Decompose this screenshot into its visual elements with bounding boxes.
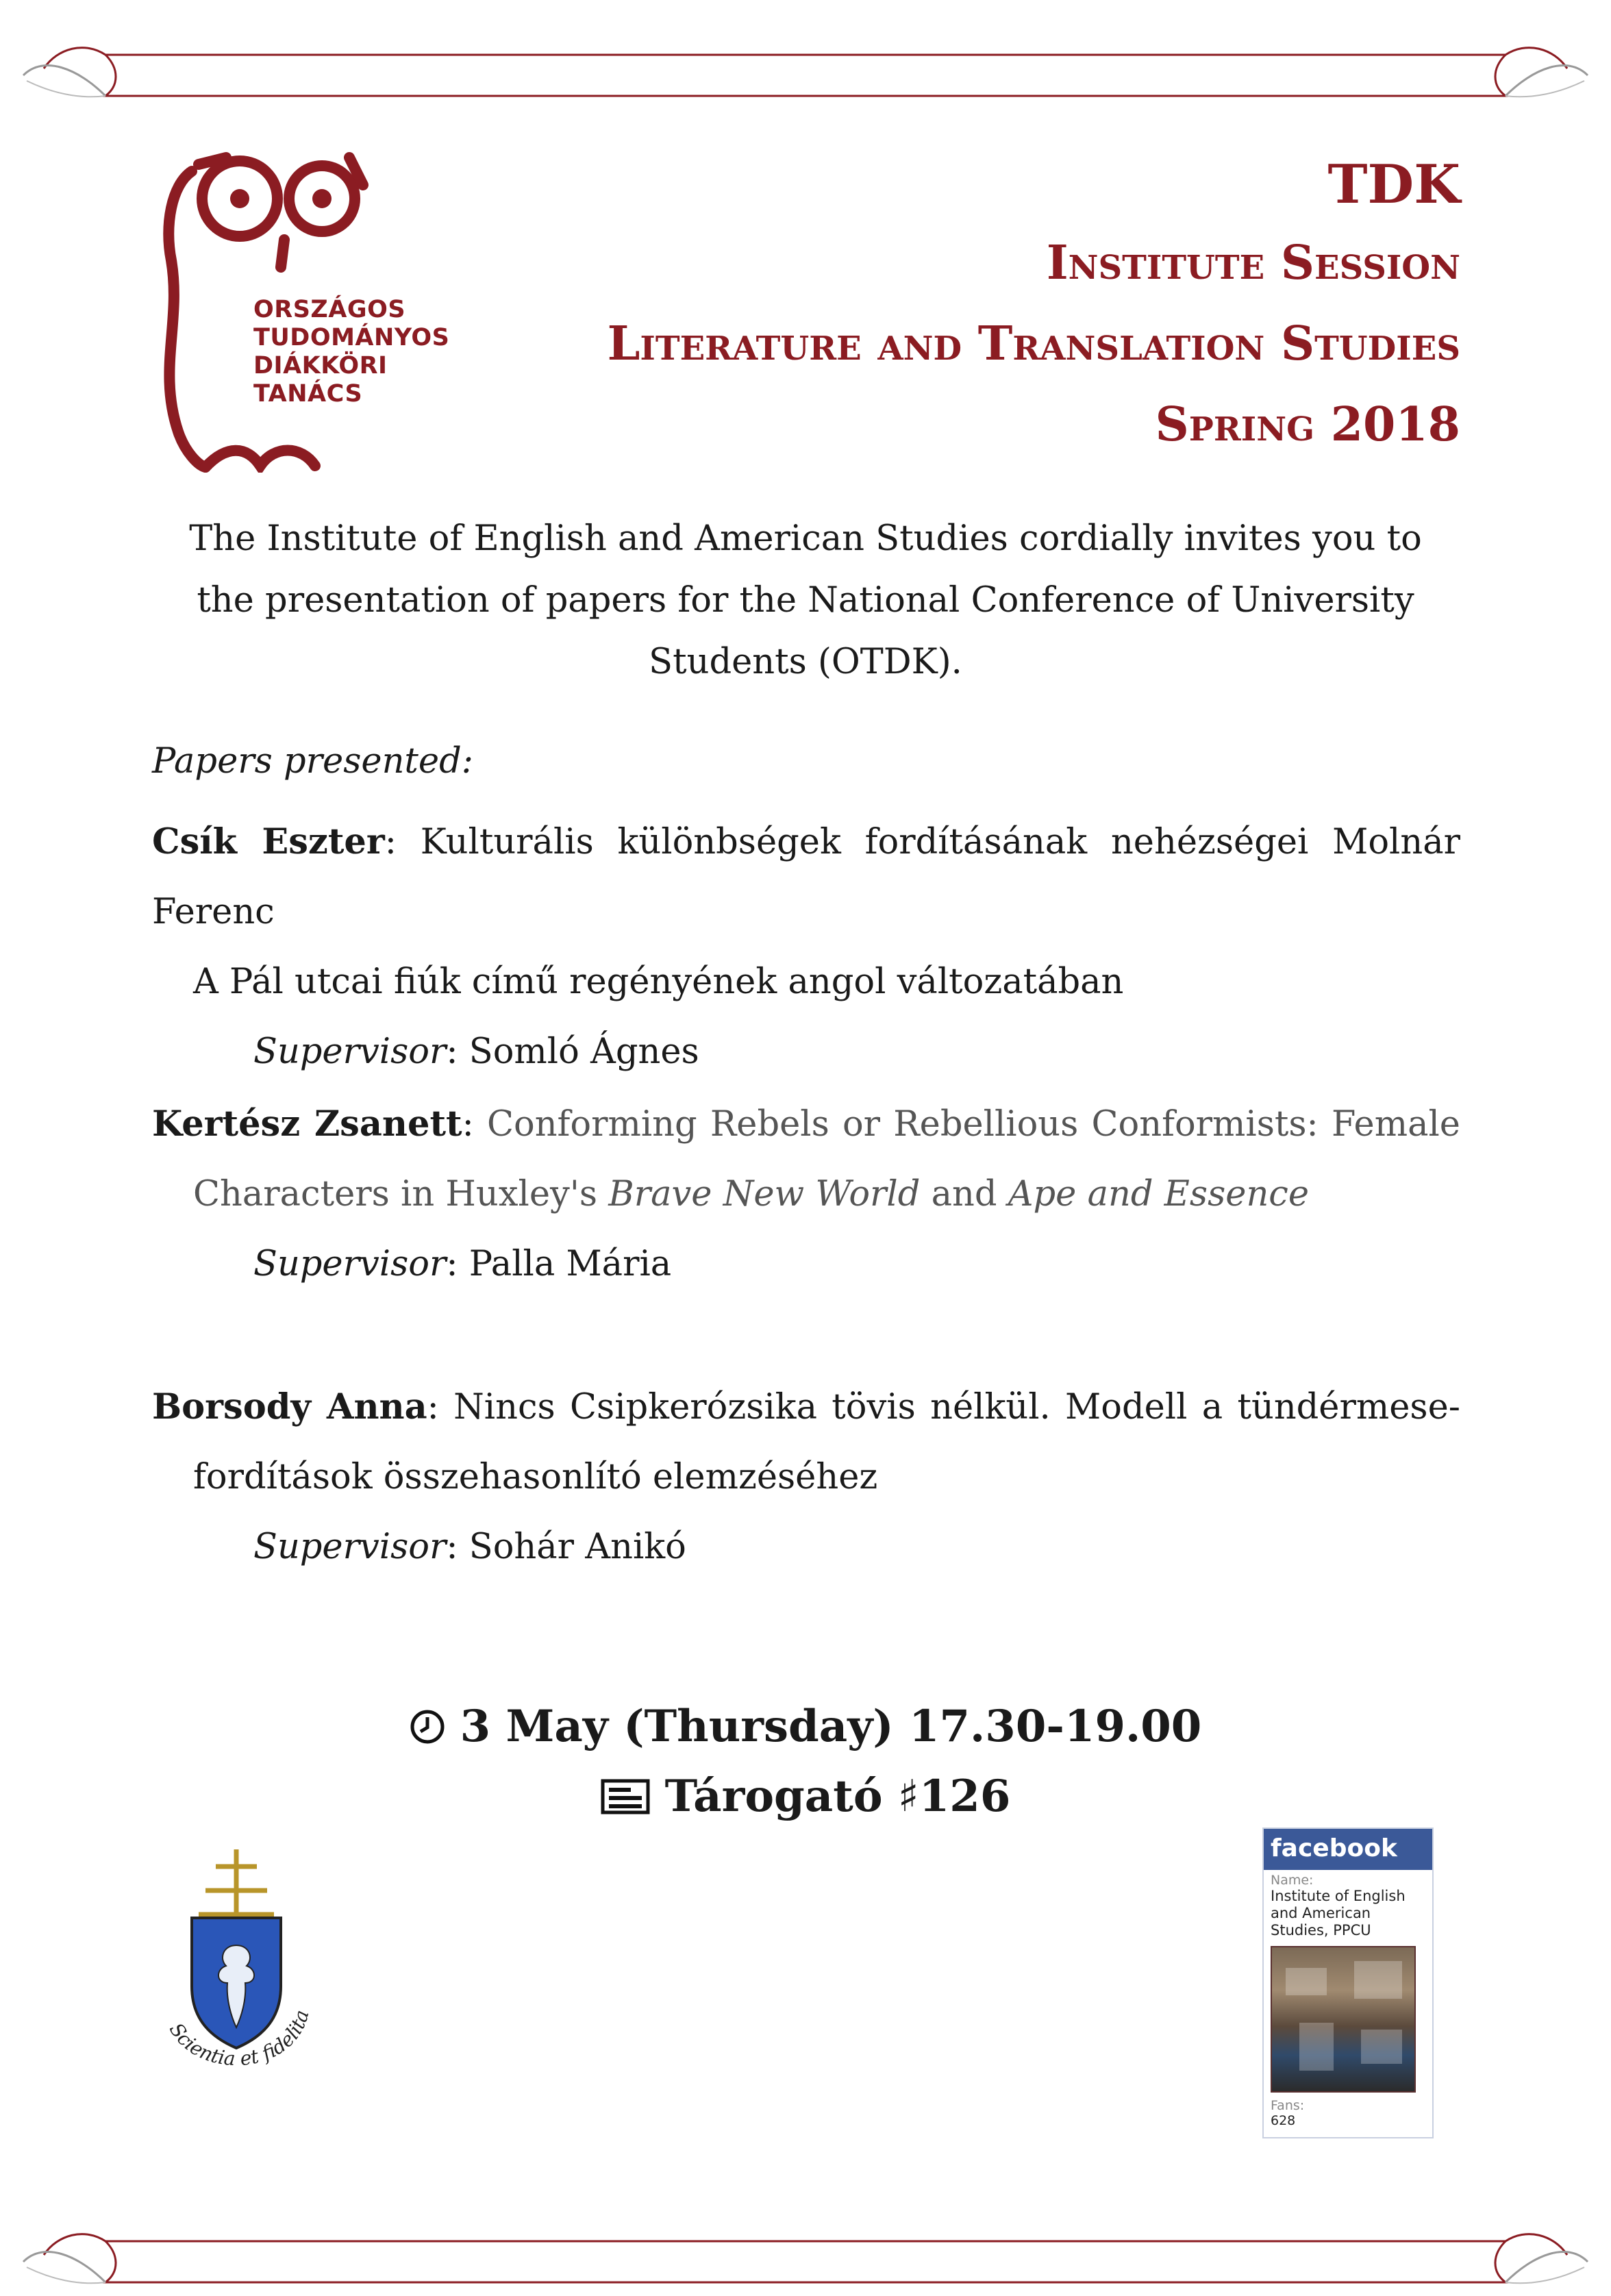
paper-title: Nincs Csipkerózsika tövis nélkül. Modell a tündérmese- bbox=[453, 1387, 1460, 1427]
paper-title-work: Brave New World bbox=[608, 1174, 921, 1214]
crest-motto: Scientia et fidelitate bbox=[164, 2007, 314, 2071]
supervisor-line: Supervisor: Palla Mária bbox=[253, 1244, 672, 1284]
top-scroll-border bbox=[16, 27, 1595, 110]
facebook-fans-label: Fans: bbox=[1271, 2098, 1305, 2113]
author-name: Borsody Anna bbox=[152, 1386, 427, 1427]
clock-icon bbox=[410, 1695, 445, 1765]
paper-title-line: Borsody Anna: Nincs Csipkerózsika tövis nélkül. Modell a tündérmese- bbox=[152, 1386, 1460, 1427]
event-datetime bbox=[0, 1692, 1611, 1765]
supervisor-name: Sohár Anikó bbox=[469, 1527, 686, 1567]
paper-title: Kulturális különbségek fordításának nehézségei Molnár Ferenc bbox=[152, 822, 1460, 932]
supervisor-label: Supervisor bbox=[253, 1032, 447, 1072]
supervisor-line: Supervisor: Somló Ágnes bbox=[253, 1032, 699, 1072]
supervisor-label: Supervisor bbox=[253, 1527, 447, 1567]
otdk-owl-logo bbox=[144, 144, 459, 473]
term-heading: Spring 2018 bbox=[1155, 397, 1460, 452]
paper-entry bbox=[152, 1372, 1460, 1582]
field-heading: Literature and Translation Studies bbox=[607, 316, 1460, 371]
otdk-logo-line: DIÁKKÖRI bbox=[253, 352, 388, 379]
paper-title-continued: fordítások összehasonlító elemzéséhez bbox=[193, 1457, 878, 1497]
facebook-page-photo bbox=[1271, 1946, 1416, 2093]
intro-paragraph: The Institute of English and American Studies cordially invites you to the presentation of papers for the National Conference of University Students (OTDK). bbox=[189, 519, 1422, 682]
paper-title-work: Ape and Essence bbox=[1008, 1174, 1310, 1214]
paper-entry bbox=[152, 807, 1460, 1087]
otdk-logo-line: ORSZÁGOS bbox=[253, 296, 406, 323]
paper-title-part: Characters in Huxley's bbox=[193, 1174, 609, 1214]
page-title: TDK bbox=[1327, 153, 1460, 216]
supervisor-line: Supervisor: Sohár Anikó bbox=[253, 1527, 686, 1567]
facebook-badge[interactable] bbox=[1262, 1827, 1434, 2138]
supervisor-label: Supervisor bbox=[253, 1244, 447, 1284]
author-name: Kertész Zsanett bbox=[152, 1103, 462, 1145]
author-name: Csík Eszter bbox=[152, 821, 385, 862]
paper-title-line: Kertész Zsanett: Conforming Rebels or Rebellious Conformists: Female bbox=[152, 1103, 1460, 1145]
supervisor-name: Palla Mária bbox=[469, 1244, 672, 1284]
paper-title-continued: A Pál utcai fiúk című regényének angol változatában bbox=[193, 962, 1124, 1002]
otdk-logo-text bbox=[253, 296, 459, 408]
facebook-page-name: Institute of English and American Studies, PPCU bbox=[1271, 1888, 1406, 1938]
event-room-text: Tárogató ♯126 bbox=[664, 1771, 1011, 1822]
facebook-name-label: Name: bbox=[1271, 1873, 1314, 1888]
paper-title-part: and bbox=[920, 1174, 1008, 1214]
facebook-brand: facebook bbox=[1264, 1829, 1432, 1870]
facebook-fans-count: 628 bbox=[1271, 2113, 1296, 2128]
supervisor-name: Somló Ágnes bbox=[469, 1032, 699, 1072]
university-crest bbox=[151, 1843, 322, 2089]
paper-entry bbox=[152, 1089, 1460, 1299]
paper-title: Conforming Rebels or Rebellious Conformists: Female bbox=[486, 1104, 1460, 1145]
otdk-logo-line: TANÁCS bbox=[253, 380, 363, 408]
bottom-scroll-border bbox=[16, 2214, 1595, 2296]
sign-icon bbox=[601, 1765, 650, 1835]
title-block bbox=[608, 147, 1460, 465]
paper-title-continued bbox=[152, 1160, 1460, 1230]
event-room bbox=[0, 1762, 1611, 1835]
papers-heading: Papers presented: bbox=[152, 741, 473, 782]
otdk-logo-line: TUDOMÁNYOS bbox=[253, 324, 450, 351]
event-datetime-text: 3 May (Thursday) 17.30-19.00 bbox=[460, 1701, 1202, 1752]
session-heading: Institute Session bbox=[1046, 236, 1460, 290]
paper-title-line: Csík Eszter: Kulturális különbségek fordításának nehézségei Molnár Ferenc bbox=[152, 821, 1460, 932]
